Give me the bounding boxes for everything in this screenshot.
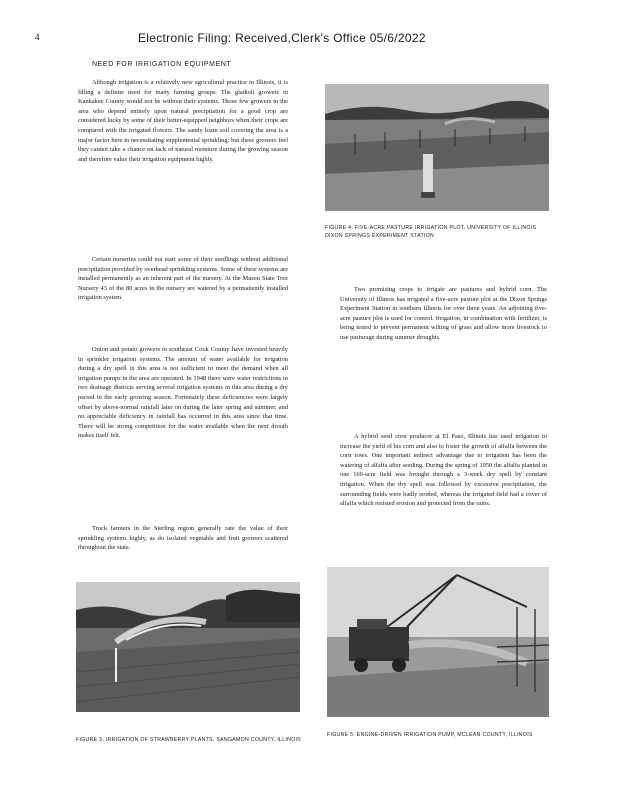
figure-3-photo — [76, 582, 300, 712]
figure-4-caption: FIGURE 4. FIVE-ACRE PASTURE IRRIGATION PLOT, UNIVERSITY OF ILLINOIS DIXON SPRINGS EXPERIMENT STATION — [325, 225, 537, 239]
pasture-plot-image — [325, 84, 549, 211]
left-paragraph-3: Onion and potato growers in southeast Cook County have invested heavily in sprinkler irrigation systems. The amount of water available for irrigation during a dry spell in this area is not sufficient to meet the demand when all irrigation pumps in the area are operated. In 1948 there were water restrictions in two drainage districts serving several irrigation systems in this area during a dry period in the early growing season. Fortunately these deficiencies were largely offset by above-normal rainfall later on during the later spring and summer, and no appreciable deficiency in rainfall has occurred in this area since that time. There will be strong competition for the water available when the next drouth makes itself felt. — [78, 346, 288, 440]
left-paragraph-4: Truck farmers in the Sterling region generally rate the value of their sprinkling systems highly, as do isolated vegetable and fruit growers scattered throughout the state. — [78, 525, 288, 552]
left-paragraph-2: Certain nurseries could not start some of their seedlings without additional precipitation provided by overhead sprinkling systems. Some of these systems are installed permanently as an inherent part of the nursery. At the Mason State Tree Nursery 43 of the 80 acres in the nursery are watered by a permanently installed irrigation system. — [78, 256, 288, 302]
engine-pump-image — [327, 567, 549, 717]
figure-5-photo — [327, 567, 549, 717]
figure-3-caption: FIGURE 3. IRRIGATION OF STRAWBERRY PLANTS, SANGAMON COUNTY, ILLINOIS — [76, 737, 302, 743]
right-paragraph-2: A hybrid seed corn producer at El Paso, Illinois has used irrigation to increase the yield of his corn and also to foster the growth of alfalfa between the corn rows. One important indirect advantage due to irrigation has been the watering of alfalfa after seeding. During the spring of 1950 the alfalfa planted in one 160-acre field was brought through a 3-week dry spell by constant irrigation. When the dry spell was followed by excessive precipitation, the surrounding fields were badly eroded, whereas the irrigated field had a cover of alfalfa which resisted erosion and protected from the rains. — [340, 433, 547, 508]
strawberry-irrigation-image — [76, 582, 300, 712]
left-paragraph-1: Although irrigation is a relatively new agricultural practice in Illinois, it is filling a definite need for many farming groups. The gladioli growers in Kankakee County would not be without their systems. Those few growers in the area who depend entirely upon natural precipitation for a good crop are considered lucky by some of their better-equipped neighbors when their crops are compared with the irrigated flowers. The sandy loam soil covering the area is a major factor here in necessitating supplemental sprinkling; but these growers feel they cannot take a chance on lack of natural moisture during the growing season and therefore value their irrigation equipment highly. — [78, 79, 288, 163]
right-paragraph-1: Two promising crops to irrigate are pastures and hybrid corn. The University of Illinois has irrigated a five-acre pasture plot at the Dixon Springs Experiment Station in southern Illinois for over three years. An adjoining five-acre pasture plot is used for control. Irrigation, in combination with fertilizer, is being tested to prevent permanent wilting of grass and allow more livestock to use pasturage during summer droughts. — [340, 286, 547, 341]
page-number: 4 — [35, 32, 40, 42]
figure-5-caption: FIGURE 5. ENGINE-DRIVEN IRRIGATION PUMP, MCLEAN COUNTY, ILLINOIS — [327, 732, 533, 738]
section-heading: NEED FOR IRRIGATION EQUIPMENT — [92, 61, 232, 68]
filing-stamp: Electronic Filing: Received,Clerk's Office 05/6/2022 — [138, 31, 426, 45]
figure-4-photo — [325, 84, 549, 211]
